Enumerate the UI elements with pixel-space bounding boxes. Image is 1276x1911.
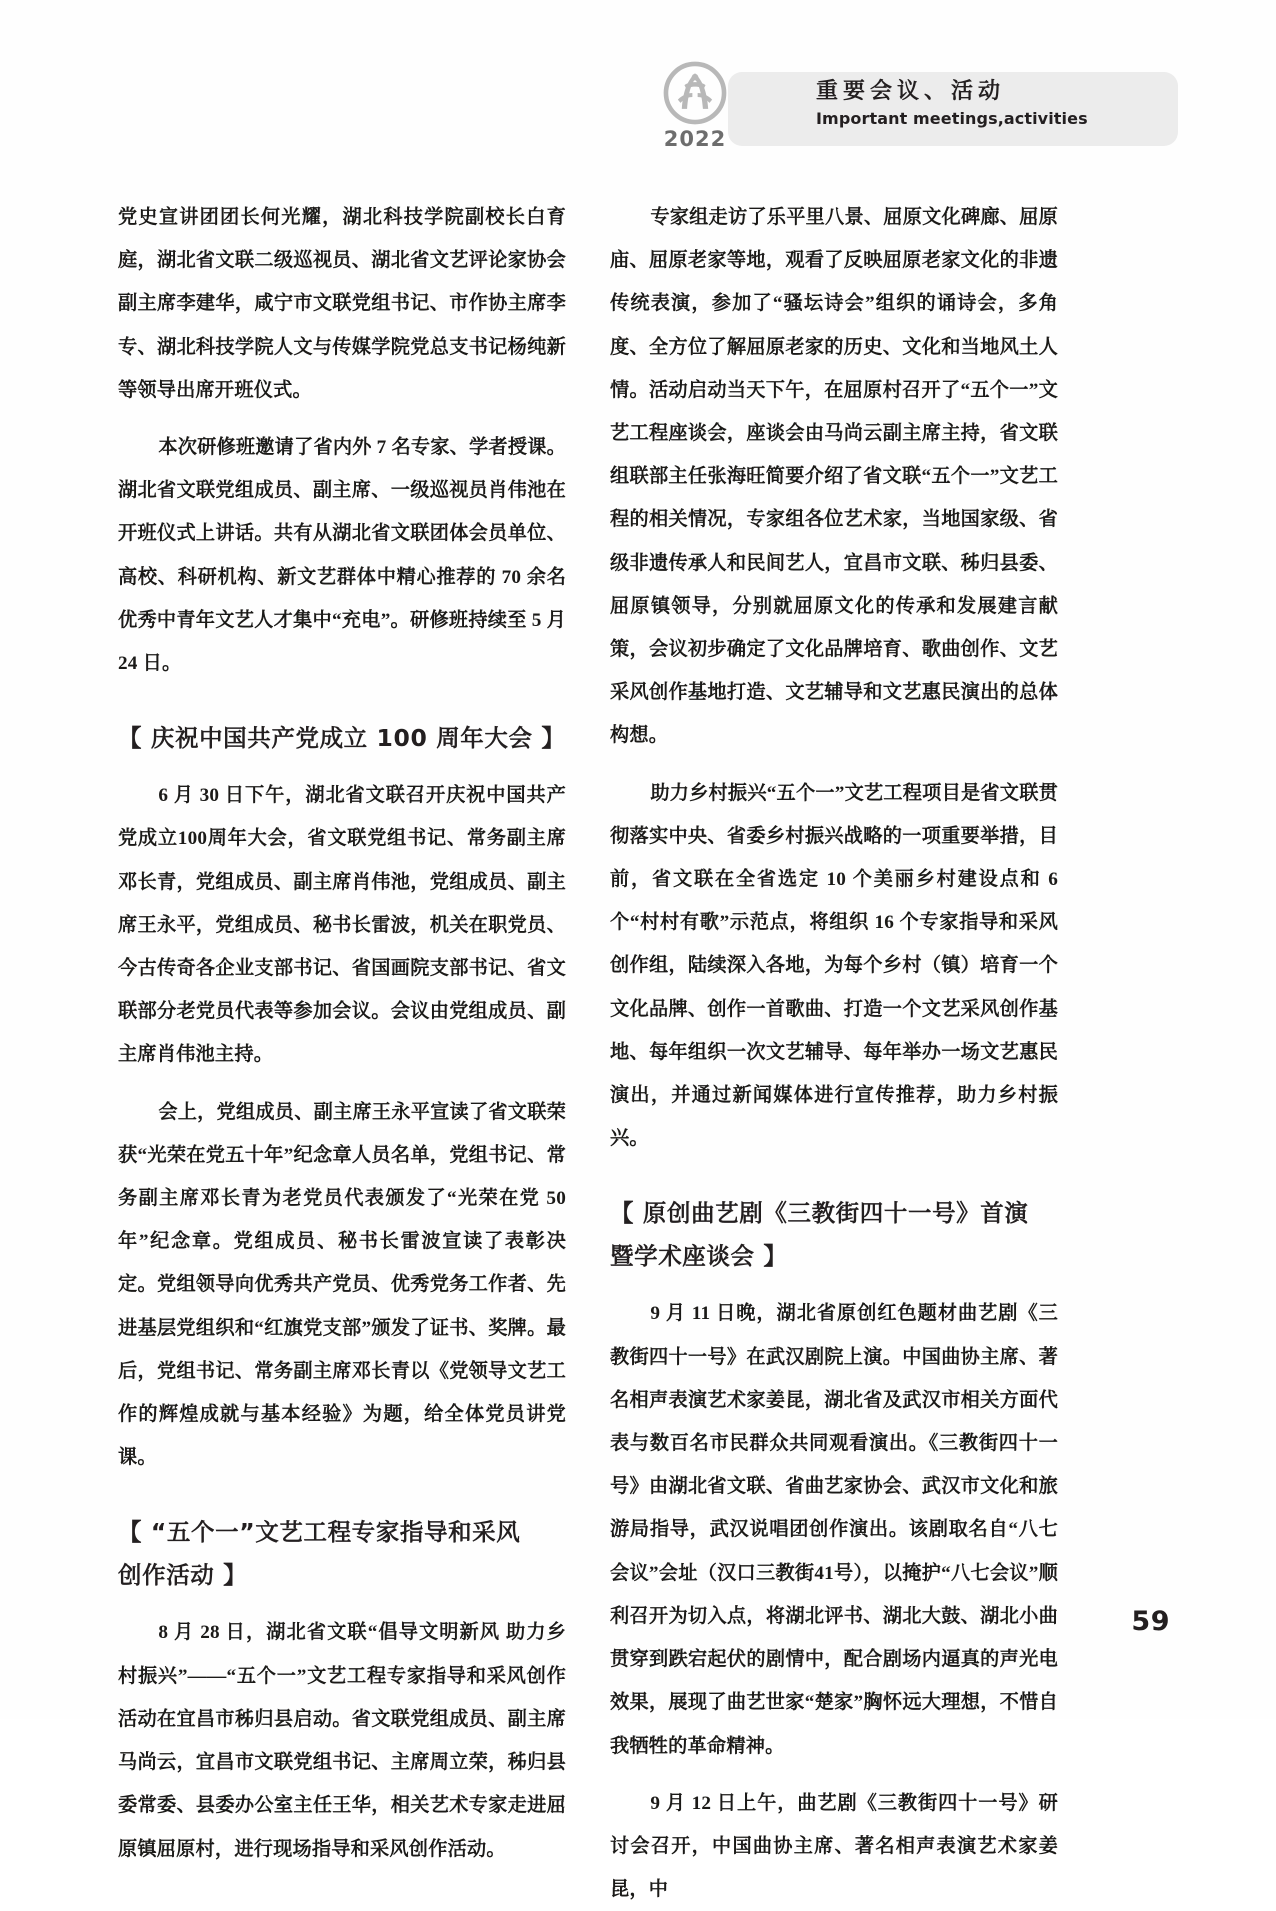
section-heading: 暨学术座谈会 】 [610, 1242, 788, 1271]
body-paragraph: 6 月 30 日下午，湖北省文联召开庆祝中国共产党成立100周年大会，省文联党组书记、常务副主席邓长青，党组成员、副主席肖伟池，党组成员、副主席王永平，党组成员、秘书长雷波，机关在职党员、今古传奇各企业支部书记、省国画院支部书记、省文联部分老党员代表等参加会议。会议由党组成员、副主席肖伟池主持。 [118, 785, 566, 1066]
block-spacer [118, 685, 566, 717]
block-spacer [118, 1077, 566, 1091]
body-paragraph: 9 月 11 日晚，湖北省原创红色题材曲艺剧《三教街四十一号》在武汉剧院上演。中国曲协主席、著名相声表演艺术家姜昆，湖北省及武汉市相关方面代表与数百名市民群众共同观看演出。《三教街四十一号》由湖北省文联、省曲艺家协会、武汉市文化和旅游局指导，武汉说唱团创作演出。该剧取名自“八七会议”会址（汉口三教街41号），以掩护“八七会议”顺利召开为切入点，将湖北评书、湖北大鼓、湖北小曲贯穿到跌宕起伏的剧情中，配合剧场内逼真的声光电效果，展现了曲艺世家“楚家”胸怀远大理想，不惜自我牺牲的革命精神。 [610, 1303, 1058, 1757]
block-spacer [610, 1768, 1058, 1782]
yearbook-logo-block [652, 60, 738, 164]
running-header-inner [620, 58, 1180, 168]
block-spacer [118, 1597, 566, 1611]
text-column-right [610, 196, 1058, 1911]
section-heading: 【 “五个一”文艺工程专家指导和采风 [118, 1518, 521, 1547]
body-paragraph: 8 月 28 日，湖北省文联“倡导文明新风 助力乡村振兴”——“五个一”文艺工程专家指导和采风创作活动在宜昌市秭归县启动。省文联党组成员、副主席马尚云，宜昌市文联党组书记、主席周立荣，秭归县委常委、县委办公室主任王华，相关艺术专家走进屈原镇屈原村，进行现场指导和采风创作活动。 [118, 1622, 566, 1860]
block-spacer [610, 1160, 1058, 1192]
header-title-english: Important meetings,activities [816, 108, 1088, 128]
body-paragraph: 专家组走访了乐平里八景、屈原文化碑廊、屈原庙、屈原老家等地，观看了反映屈原老家文化的非遗传统表演，参加了“骚坛诗会”组织的诵诗会，多角度、全方位了解屈原老家的历史、文化和当地风土人情。活动启动当天下午，在屈原村召开了“五个一”文艺工程座谈会，座谈会由马尚云副主席主持，省文联组联部主任张海旺简要介绍了省文联“五个一”文艺工程的相关情况，专家组各位艺术家，当地国家级、省级非遗传承人和民间艺人，宜昌市文联、秭归县委、屈原镇领导，分别就屈原文化的传承和发展建言献策，会议初步确定了文化品牌培育、歌曲创作、文艺采风创作基地打造、文艺辅导和文艺惠民演出的总体构想。 [610, 207, 1058, 747]
body-paragraph: 助力乡村振兴“五个一”文艺工程项目是省文联贯彻落实中央、省委乡村振兴战略的一项重要举措，目前，省文联在全省选定 10 个美丽乡村建设点和 6 个“村村有歌”示范点，将组织 16 个专家指导和采风创作组，陆续深入各地，为每个乡村（镇）培育一个文化品牌、创作一首歌曲、打造一个文艺采风创作基地、每年组织一次文艺辅导、每年举办一场文艺惠民演出，并通过新闻媒体进行宣传推荐，助力乡村振兴。 [610, 782, 1058, 1150]
body-paragraph: 党史宣讲团团长何光耀，湖北科技学院副校长白育庭，湖北省文联二级巡视员、湖北省文艺评论家协会副主席李建华，咸宁市文联党组书记、市作协主席李专、湖北科技学院人文与传媒学院党总支书记杨纯新等领导出席开班仪式。 [118, 207, 566, 401]
page-number: 59 [1131, 1606, 1170, 1637]
header-text-group [816, 78, 1216, 129]
body-paragraph: 会上，党组成员、副主席王永平宣读了省文联荣获“光荣在党五十年”纪念章人员名单，党组书记、常务副主席邓长青为老党员代表颁发了“光荣在党 50 年”纪念章。党组成员、秘书长雷波宣读了表彰决定。党组领导向优秀共产党员、优秀党务工作者、先进基层党组织和“红旗党支部”颁发了证书、奖牌。最后，党组书记、常务副主席邓长青以《党领导文艺工作的辉煌成就与基本经验》为题，给全体党员讲党课。 [118, 1101, 566, 1469]
body-paragraph: 9 月 12 日上午，曲艺剧《三教街四十一号》研讨会召开，中国曲协主席、著名相声表演艺术家姜昆，中 [610, 1792, 1058, 1901]
block-spacer [118, 1479, 566, 1511]
section-heading: 创作活动 】 [118, 1561, 248, 1590]
text-column-left [118, 196, 566, 1871]
block-spacer [118, 760, 566, 774]
yearbook-year-label: 2022 [663, 127, 727, 151]
section-heading: 【 庆祝中国共产党成立 100 周年大会 】 [118, 724, 566, 753]
running-header [0, 58, 1276, 168]
body-paragraph: 本次研修班邀请了省内外 7 名专家、学者授课。湖北省文联党组成员、副主席、一级巡视员肖伟池在开班仪式上讲话。共有从湖北省文联团体会员单位、高校、科研机构、新文艺群体中精心推荐的 70 余名优秀中青年文艺人才集中“充电”。研修班持续至 5 月 24 日。 [118, 437, 566, 675]
block-spacer [610, 758, 1058, 772]
section-heading: 【 原创曲艺剧《三教街四十一号》首演 [610, 1199, 1029, 1228]
header-title-chinese: 重要会议、活动 [816, 79, 1006, 104]
yearbook-emblem-icon [662, 60, 728, 126]
block-spacer [118, 412, 566, 426]
block-spacer [610, 1278, 1058, 1292]
